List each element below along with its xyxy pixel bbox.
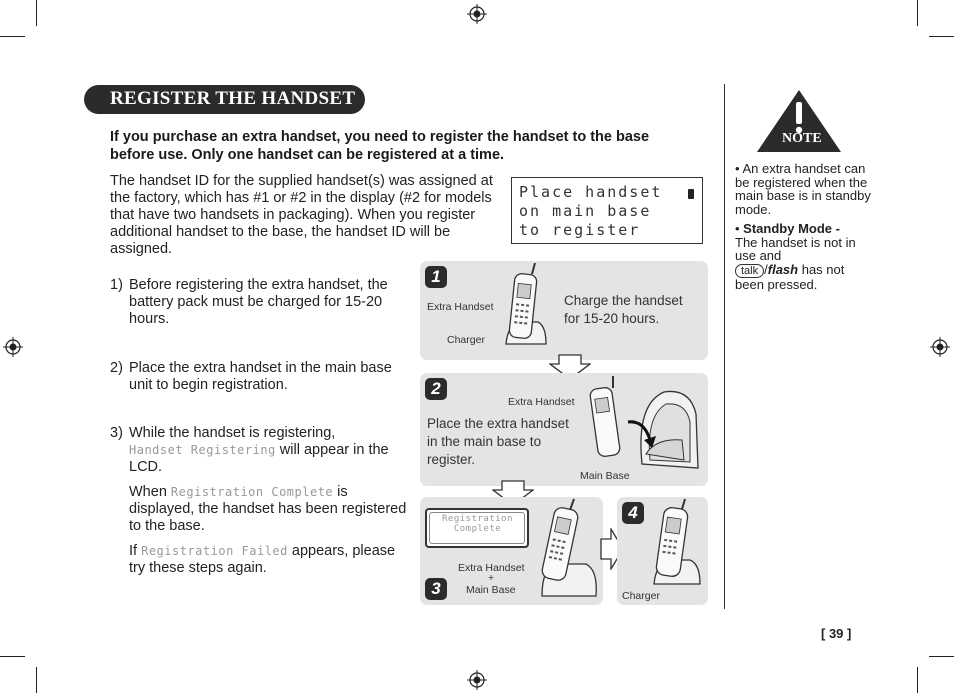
handset-in-charger-icon (648, 498, 704, 590)
note-bullet-1: • An extra handset can be registered when the main base is in standby mode. (735, 161, 871, 217)
main-base-label: Main Base (466, 584, 516, 596)
step-badge-1: 1 (425, 266, 447, 288)
registration-mark-icon (3, 337, 23, 357)
crop-mark (0, 656, 25, 657)
note-bullet-2: • Standby Mode - The handset is not in use and talk /flash has not been pressed. (735, 221, 856, 292)
plus-label: + (488, 572, 495, 584)
extra-handset-label: Extra Handset (508, 396, 575, 408)
crop-mark (36, 667, 37, 693)
registration-mark-icon (930, 337, 950, 357)
column-divider (724, 84, 725, 609)
crop-mark (929, 656, 954, 657)
step-badge-3: 3 (425, 578, 447, 600)
page-title: REGISTER THE HANDSET (110, 88, 356, 109)
main-base-label: Main Base (580, 470, 630, 482)
handset-in-charger-icon (498, 262, 550, 358)
charge-caption: Charge the handset for 15-20 hours. (564, 293, 683, 326)
step-1-number: 1) (110, 277, 123, 293)
flash-key: flash (767, 261, 799, 277)
crop-mark (917, 0, 918, 26)
talk-key: talk (735, 264, 764, 278)
intro-text: If you purchase an extra handset, you need to register the handset to the base before use. Only one handset can be registered at a time. (110, 129, 650, 163)
crop-mark (0, 36, 25, 37)
place-caption: Place the extra handset in the main base to register. (427, 416, 569, 467)
extra-handset-label: Extra Handset (427, 301, 494, 313)
handset-on-base-icon (536, 498, 600, 602)
step-1-text: Before registering the extra handset, the battery pack must be charged for 15-20 hours. (129, 277, 388, 327)
extra-handset-label: Extra Handset (458, 562, 525, 574)
handset-and-main-base-icon (586, 374, 706, 484)
body-paragraph: The handset ID for the supplied handset(s) was assigned at the factory, which has #1 or #2 in the display (#2 for models that have two handsets in packaging). When you register additional handset to the base, the handset ID will be assigned. (110, 173, 493, 257)
step-3-complete-text: When Registration Complete is displayed, the handset has been registered to the base. (129, 484, 407, 534)
crop-mark (917, 667, 918, 693)
note-label: NOTE (782, 131, 822, 146)
lcd-line-1: Place handset (519, 183, 663, 201)
step-badge-2: 2 (425, 378, 447, 400)
step-3-text: While the handset is registering, Handset Registering will appear in the LCD. (129, 425, 389, 475)
battery-icon (688, 189, 694, 199)
lcd-line-2: on main base (519, 202, 652, 220)
step-3-failed-text: If Registration Failed appears, please try these steps again. (129, 543, 396, 576)
page-number: [ 39 ] (821, 626, 852, 641)
step-badge-4: 4 (622, 502, 644, 524)
registration-mark-icon (467, 670, 487, 690)
registration-complete-text: Registration Complete (441, 514, 514, 534)
lcd-display (511, 177, 703, 244)
lcd-line-3: to register (519, 221, 641, 239)
step-2-number: 2) (110, 360, 123, 376)
crop-mark (36, 0, 37, 26)
step-3-number: 3) (110, 425, 123, 441)
charger-label: Charger (447, 334, 485, 346)
crop-mark (929, 36, 954, 37)
note-sidebar (735, 162, 875, 297)
step-2-text: Place the extra handset in the main base unit to begin registration. (129, 360, 392, 393)
charger-label: Charger (622, 590, 660, 602)
registration-mark-icon (467, 4, 487, 24)
